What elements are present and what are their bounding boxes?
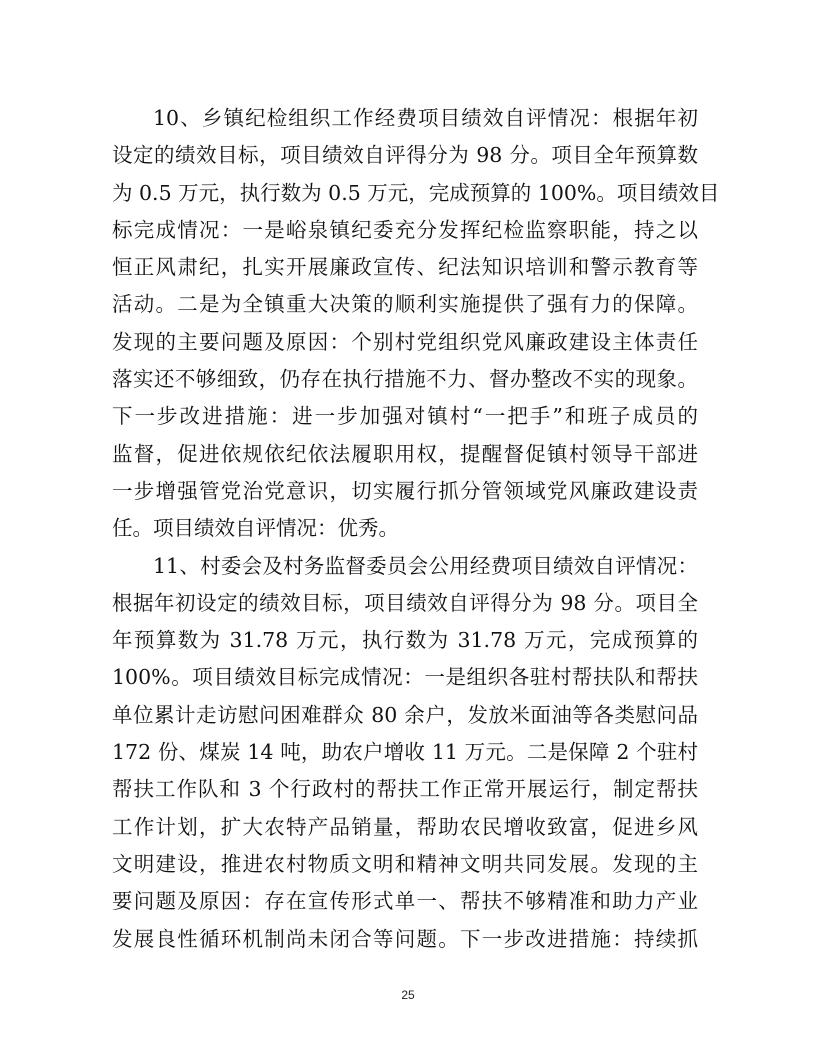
paragraph-10 <box>112 100 720 548</box>
text-line: 172 份、煤炭 14 吨，助农户增收 11 万元。二是保障 2 个驻村 <box>112 740 698 765</box>
text-line: 单位累计走访慰问困难群众 80 余户，发放米面油等各类慰问品 <box>112 702 698 727</box>
text-line: 根据年初设定的绩效目标，项目绩效自评得分为 98 分。项目全 <box>112 590 698 615</box>
text-line: 恒正风肃纪，扎实开展廉政宣传、纪法知识培训和警示教育等 <box>112 255 698 280</box>
text-line: 标完成情况：一是峪泉镇纪委充分发挥纪检监察职能，持之以 <box>112 217 698 242</box>
text-line: 活动。二是为全镇重大决策的顺利实施提供了强有力的保障。 <box>112 292 698 317</box>
text-line: 落实还不够细致，仍存在执行措施不力、督办整改不实的现象。 <box>112 367 698 392</box>
text-line: 发展良性循环机制尚未闭合等问题。下一步改进措施：持续抓 <box>112 926 698 951</box>
text-line: 工作计划，扩大农特产品销量，帮助农民增收致富，促进乡风 <box>112 814 698 839</box>
text-line: 为 0.5 万元，执行数为 0.5 万元，完成预算的 100%。项目绩效目 <box>112 180 720 205</box>
text-line: 任。项目绩效自评情况：优秀。 <box>112 516 399 541</box>
text-line: 10、乡镇纪检组织工作经费项目绩效自评情况：根据年初 <box>153 106 698 130</box>
text-line: 下一步改进措施：进一步加强对镇村“一把手”和班子成员的 <box>112 404 698 429</box>
text-line: 年预算数为 31.78 万元，执行数为 31.78 万元，完成预算的 <box>112 628 698 653</box>
text-line: 帮扶工作队和 3 个行政村的帮扶工作正常开展运行，制定帮扶 <box>112 777 698 802</box>
text-line: 监督，促进依规依纪依法履职用权，提醒督促镇村领导干部进 <box>112 441 698 466</box>
text-line: 11、村委会及村务监督委员会公用经费项目绩效自评情况： <box>153 553 698 578</box>
text-line: 一步增强管党治党意识，切实履行抓分管领域党风廉政建设责 <box>112 478 698 503</box>
page-number: 25 <box>401 988 415 1002</box>
text-line: 文明建设，推进农村物质文明和精神文明共同发展。发现的主 <box>112 851 698 876</box>
text-line: 设定的绩效目标，项目绩效自评得分为 98 分。项目全年预算数 <box>112 143 698 168</box>
document-body <box>112 100 720 958</box>
text-line: 发现的主要问题及原因：个别村党组织党风廉政建设主体责任 <box>112 329 698 354</box>
paragraph-11 <box>112 548 698 958</box>
text-line: 要问题及原因：存在宣传形式单一、帮扶不够精准和助力产业 <box>112 889 698 914</box>
text-line: 100%。项目绩效目标完成情况：一是组织各驻村帮扶队和帮扶 <box>112 665 698 690</box>
